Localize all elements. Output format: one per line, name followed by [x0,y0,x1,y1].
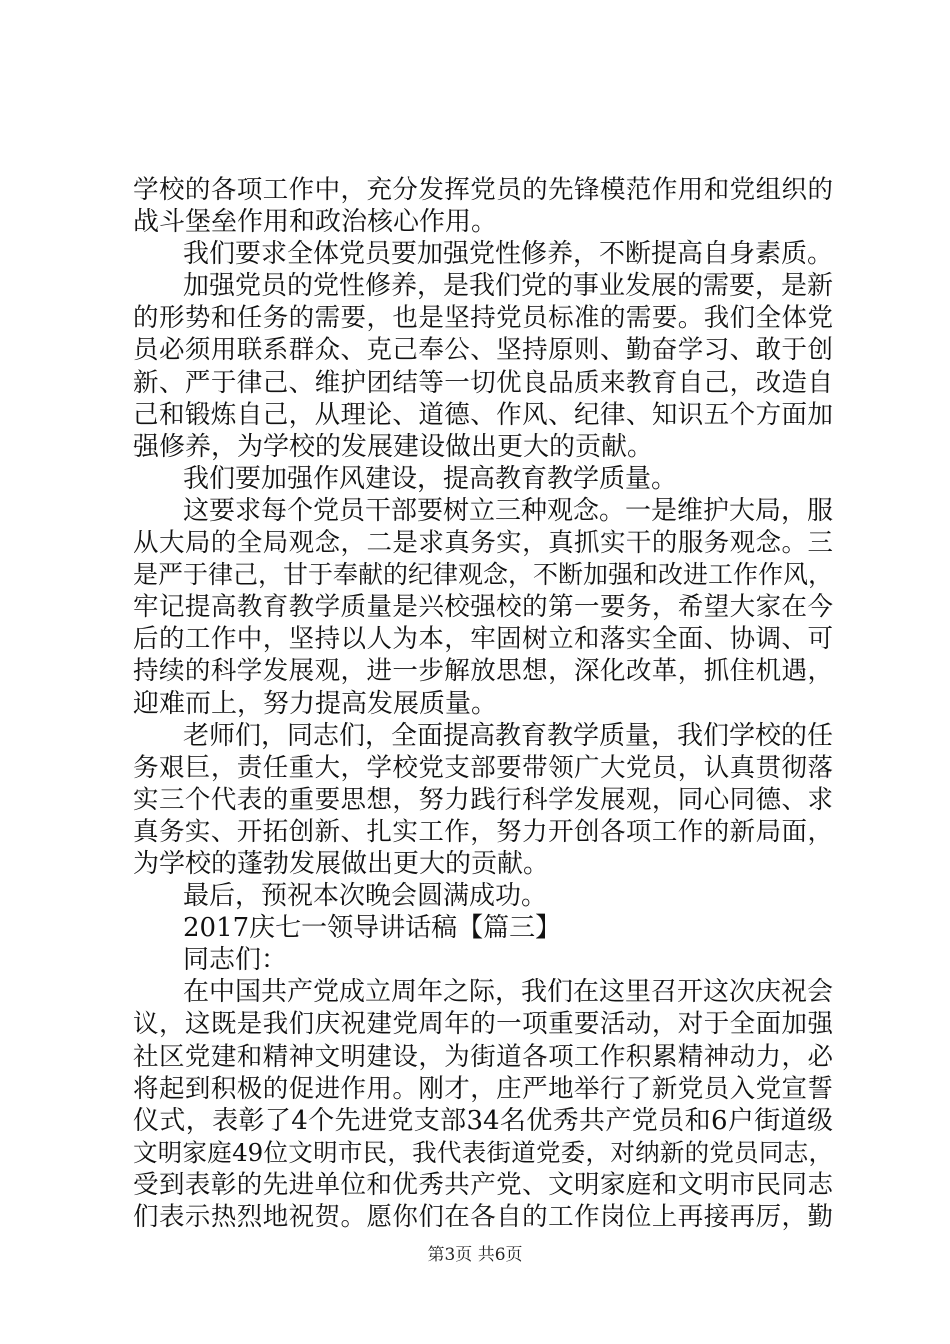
text-line: 加强党员的党性修养，是我们党的事业发展的需要，是新 [183,271,834,302]
text-line: 为学校的蓬勃发展做出更大的贡献。 [133,848,550,879]
text-line: 们表示热烈地祝贺。愿你们在各自的工作岗位上再接再厉，勤 [133,1202,833,1232]
text-line: 己和锻炼自己，从理论、道德、作风、纪律、知识五个方面加 [133,399,833,430]
text-line: 强修养，为学校的发展建设做出更大的贡献。 [133,431,654,462]
text-line: 仪式，表彰了4个先进党支部34名优秀共产党员和6户街道级 [133,1105,833,1136]
document-body [133,174,833,1233]
text-line: 议，这既是我们庆祝建党周年的一项重要活动，对于全面加强 [133,1009,833,1040]
text-line: 在中国共产党成立周年之际，我们在这里召开这次庆祝会 [183,977,834,1008]
text-line: 最后，预祝本次晚会圆满成功。 [183,881,548,912]
text-line: 我们要加强作风建设，提高教育教学质量。 [183,463,678,494]
text-line: 后的工作中，坚持以人为本，牢固树立和落实全面、协调、可 [133,624,833,655]
text-line: 实三个代表的重要思想，努力践行科学发展观，同心同德、求 [133,784,833,815]
text-line: 牢记提高教育教学质量是兴校强校的第一要务，希望大家在今 [133,592,833,623]
text-line: 将起到积极的促进作用。刚才，庄严地举行了新党员入党宣誓 [133,1073,833,1104]
text-line: 战斗堡垒作用和政治核心作用。 [133,207,498,238]
text-line: 我们要求全体党员要加强党性修养，不断提高自身素质。 [183,239,834,270]
text-line: 这要求每个党员干部要树立三种观念。一是维护大局，服 [183,495,834,526]
text-line: 务艰巨，责任重大，学校党支部要带领广大党员，认真贯彻落 [133,752,833,783]
text-line: 从大局的全局观念，二是求真务实，真抓实干的服务观念。三 [133,528,833,559]
text-line: 员必须用联系群众、克己奉公、坚持原则、勤奋学习、敢于创 [133,335,833,366]
page-footer: 第3页 共6页 [427,1245,523,1265]
text-line: 同志们： [183,945,288,976]
text-line: 持续的科学发展观，进一步解放思想，深化改革，抓住机遇， [133,656,833,687]
text-line: 文明家庭49位文明市民，我代表街道党委，对纳新的党员同志， [133,1137,833,1167]
text-line: 的形势和任务的需要，也是坚持党员标准的需要。我们全体党 [133,303,833,334]
text-line: 2017庆七一领导讲话稿【篇三】 [183,913,562,944]
text-line: 社区党建和精神文明建设，为街道各项工作积累精神动力，必 [133,1041,833,1072]
text-line: 新、严于律己、维护团结等一切优良品质来教育自己，改造自 [133,367,833,398]
text-line: 是严于律己，甘于奉献的纪律观念，不断加强和改进工作作风， [133,560,834,590]
text-line: 受到表彰的先进单位和优秀共产党、文明家庭和文明市民同志 [133,1169,833,1200]
text-line: 迎难而上，努力提高发展质量。 [133,688,498,719]
text-line: 学校的各项工作中，充分发挥党员的先锋模范作用和党组织的 [133,175,833,205]
text-line: 老师们，同志们，全面提高教育教学质量，我们学校的任 [183,720,834,751]
text-line: 真务实、开拓创新、扎实工作，努力开创各项工作的新局面， [133,816,833,847]
